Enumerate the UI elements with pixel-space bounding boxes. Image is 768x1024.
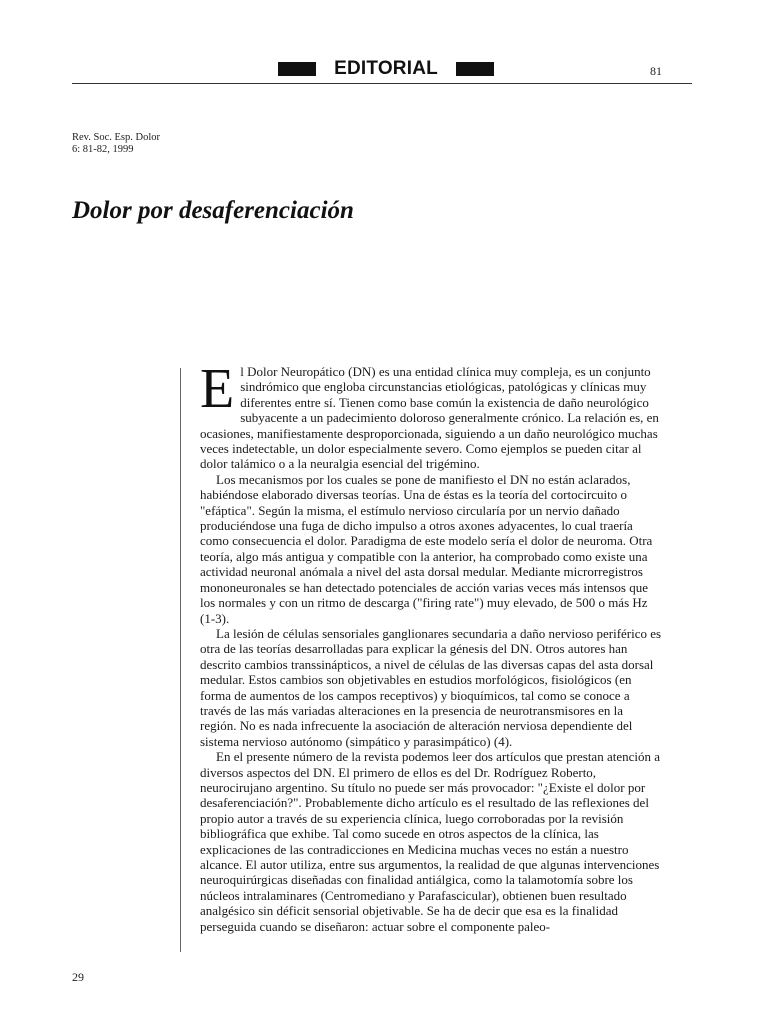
- paragraph-2: Los mecanismos por los cuales se pone de manifiesto el DN no están aclarados, habiéndose elaborado diversas teorías. Una de éstas es la teoría del cortocircuito o "efáptica". Según la misma, el estímulo nervioso circularía por un nervio dañado produciéndose una fuga de dicho impulso a otros axones adyacentes, lo cual traería como consecuencia el dolor. Paradigma de este modelo sería el dolor de neuroma. Otra teoría, algo más antigua y compatible con la anterior, ha comprobado como existe una actividad neuronal anómala a nivel del asta dorsal medular. Mediante microrregistros mononeuronales se han detectado potenciales de acción varias veces más intensos que los normales y con un ritmo de descarga ("firing rate") muy elevado, de 500 o más Hz (1-3).: [200, 471, 653, 626]
- paragraph-1: [200, 358, 662, 472]
- paragraph-4: En el presente número de la revista podemos leer dos artículos que prestan atención a diversos aspectos del DN. El primero de ellos es del Dr. Rodríguez Roberto, neurocirujano argentino. Su título no puede ser más provocador: "¿Existe el dolor por desaferenciación?". Probablemente dicho artículo es el resultado de las reflexiones del propio autor a través de su experiencia clínica, luego corroboradas por la revisión bibliográfica que exhibe. Tal como sucede en otros aspectos de la clínica, las explicaciones de las contradicciones en Medicina muchas veces no están a nuestro alcance. El autor utiliza, entre sus argumentos, la realidad de que algunas intervenciones neuroquirúrgicas diseñadas con finalidad antiálgica, como la talamotomía sobre los núcleos intralaminares (Centromediano y Parafascicular), obtienen buen resultado analgésico sin déficit sensorial objetivable. Se ha de decir que esa es la finalidad perseguida cuando se diseñaron: actuar sobre el componente paleo-: [200, 749, 661, 934]
- journal-citation: [72, 132, 160, 156]
- footer-page-number: 29: [72, 970, 84, 984]
- page-number: 81: [650, 64, 662, 78]
- column-rule: [180, 368, 181, 952]
- article-body: [200, 358, 662, 934]
- header-left-bar: [278, 62, 316, 76]
- section-header: [278, 58, 494, 80]
- section-title: EDITORIAL: [334, 58, 438, 79]
- drop-cap: E: [200, 358, 235, 420]
- paragraph-3: La lesión de células sensoriales ganglionares secundaria a daño nervioso periférico es otra de las teorías desarrolladas para explicar la génesis del DN. Otros autores han descrito cambios transsinápticos, a nivel de células de las diversas capas del asta dorsal medular. Estos cambios son objetivables en estudios morfológicos, fisiológicos (en forma de aumentos de los campos receptivos) y bioquímicos, tal como se conoce a través de las más variadas alteraciones en la presencia de neurotransmisores en la región. No es nada infrecuente la asociación de alteración nerviosa dependiente del sistema nervioso autónomo (simpático y parasimpático) (4).: [200, 625, 662, 749]
- citation-journal: Rev. Soc. Esp. Dolor: [72, 132, 160, 143]
- paragraph-1-text: l Dolor Neuropático (DN) es una entidad clínica muy compleja, es un conjunto sindrómico que engloba circunstancias etiológicas, patológicas y clínicas muy diferentes entre sí. Tienen como base común la existencia de daño neurológico subyacente a un padecimiento doloroso generalmente crónico. La relación es, en ocasiones, manifiestamente desproporcionada, siguiendo a un daño neurológico muchas veces indetectable, un dolor especialmente severo. Como ejemplos se pueden citar al dolor talámico o a la neuralgia esencial del trigémino.: [200, 364, 659, 472]
- header-right-bar: [456, 62, 494, 76]
- article-title: Dolor por desaferenciación: [72, 197, 354, 224]
- header-rule: [72, 83, 692, 84]
- citation-volume: 6: 81-82, 1999: [72, 144, 134, 155]
